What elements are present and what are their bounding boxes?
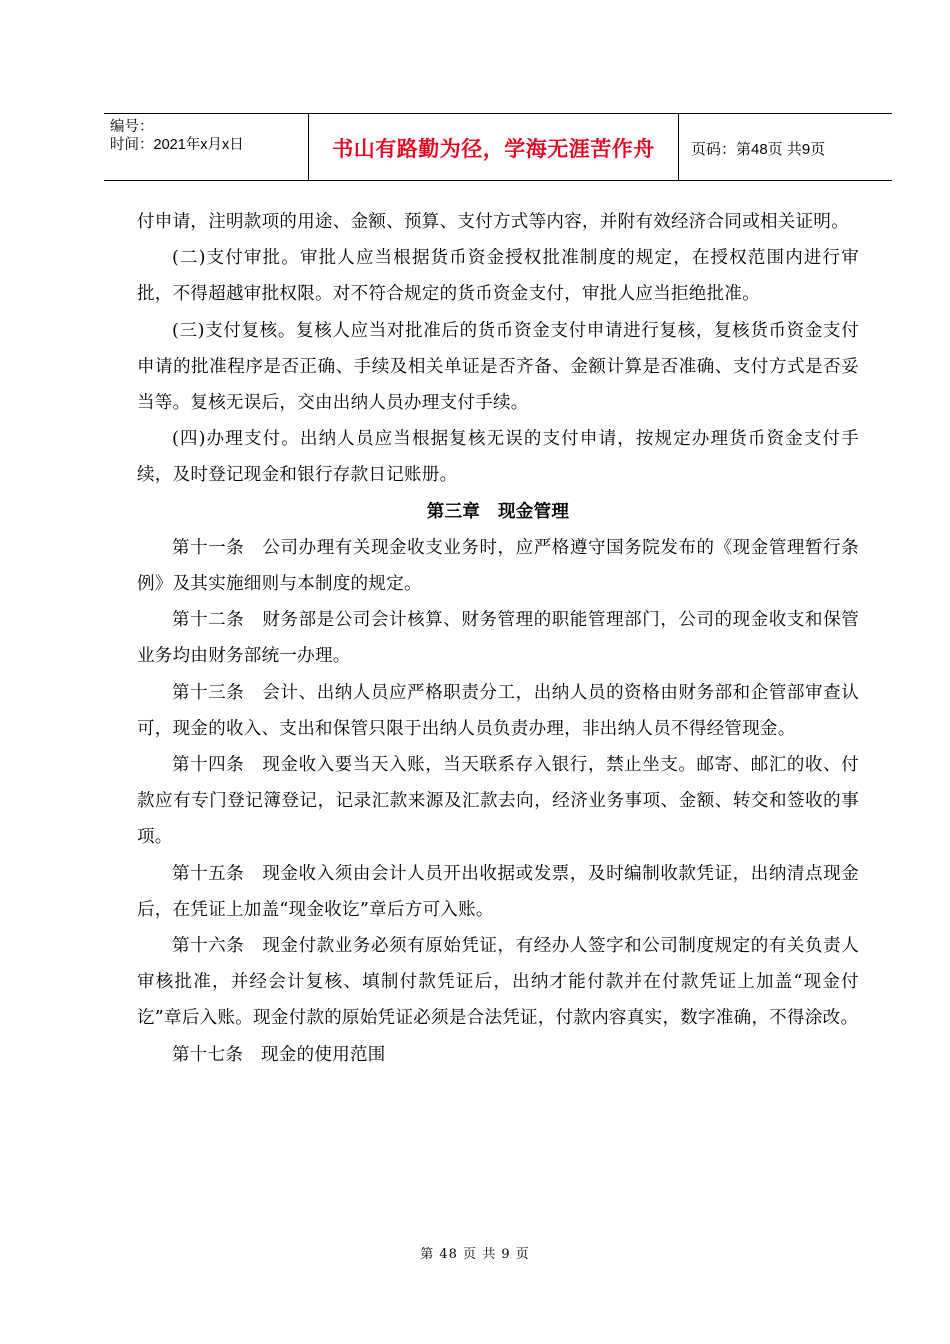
paragraph-payment-processing: (四)办理支付。出纳人员应当根据复核无误的支付申请，按规定办理货币资金支付手续，及时登记现金和银行存款日记账册。: [137, 429, 859, 486]
article-17: 第十七条 现金的使用范围: [172, 1044, 386, 1065]
article-15: 第十五条 现金收入须由会计人员开出收据或发票，及时编制收款凭证，出纳清点现金后，在凭证上加盖“现金收讫”章后方可入账。: [137, 863, 859, 920]
paragraph-payment-review: (三)支付复核。复核人应当对批准后的货币资金支付申请进行复核，复核货币资金支付申请的批准程序是否正确、手续及相关单证是否齐备、金额计算是否准确、支付方式是否妥当等。复核无误后，交由出纳人员办理支付手续。: [137, 320, 859, 414]
article-16: 第十六条 现金付款业务必须有原始凭证，有经办人签字和公司制度规定的有关负责人审核批准，并经会计复核、填制付款凭证后，出纳才能付款并在付款凭证上加盖“现金付讫”章后入账。现金付款的原始凭证必须是合法凭证，付款内容真实，数字准确，不得涂改。: [137, 936, 859, 1029]
header-meta: [104, 114, 309, 180]
article-14: 第十四条 现金收入要当天入账，当天联系存入银行，禁止坐支。邮寄、邮汇的收、付款应有专门登记簿登记，记录汇款来源及汇款去向，经济业务事项、金额、转交和签收的事项。: [137, 755, 859, 848]
article-11: 第十一条 公司办理有关现金收支业务时，应严格遵守国务院发布的《现金管理暂行条例》及其实施细则与本制度的规定。: [137, 537, 859, 595]
article-12: 第十二条 财务部是公司会计核算、财务管理的职能管理部门，公司的现金收支和保管业务均由财务部统一办理。: [137, 610, 859, 667]
document-body: [137, 204, 859, 1073]
paragraph-payment-request-cont: 付申请，注明款项的用途、金额、预算、支付方式等内容，并附有效经济合同或相关证明。: [137, 212, 849, 232]
paragraph-payment-approval: (二)支付审批。审批人应当根据货币资金授权批准制度的规定，在授权范围内进行审批，不得超越审批权限。对不符合规定的货币资金支付，审批人应当拒绝批准。: [137, 248, 859, 305]
article-13: 第十三条 会计、出纳人员应严格职责分工，出纳人员的资格由财务部和企管部审查认可，现金的收入、支出和保管只限于出纳人员负责办理，非出纳人员不得经管现金。: [137, 682, 859, 739]
document-header: [104, 113, 892, 181]
header-motto: 书山有路勤为径，学海无涯苦作舟: [309, 114, 679, 180]
page-footer: 第 48 页 共 9 页: [420, 1247, 530, 1262]
chapter-title: 第三章 现金管理: [426, 501, 570, 522]
header-page-label: 页码：第48页 共9页: [691, 140, 826, 158]
document-time-label: 时间：2021年x月x日: [110, 137, 244, 153]
document-number-label: 编号：: [110, 119, 154, 135]
